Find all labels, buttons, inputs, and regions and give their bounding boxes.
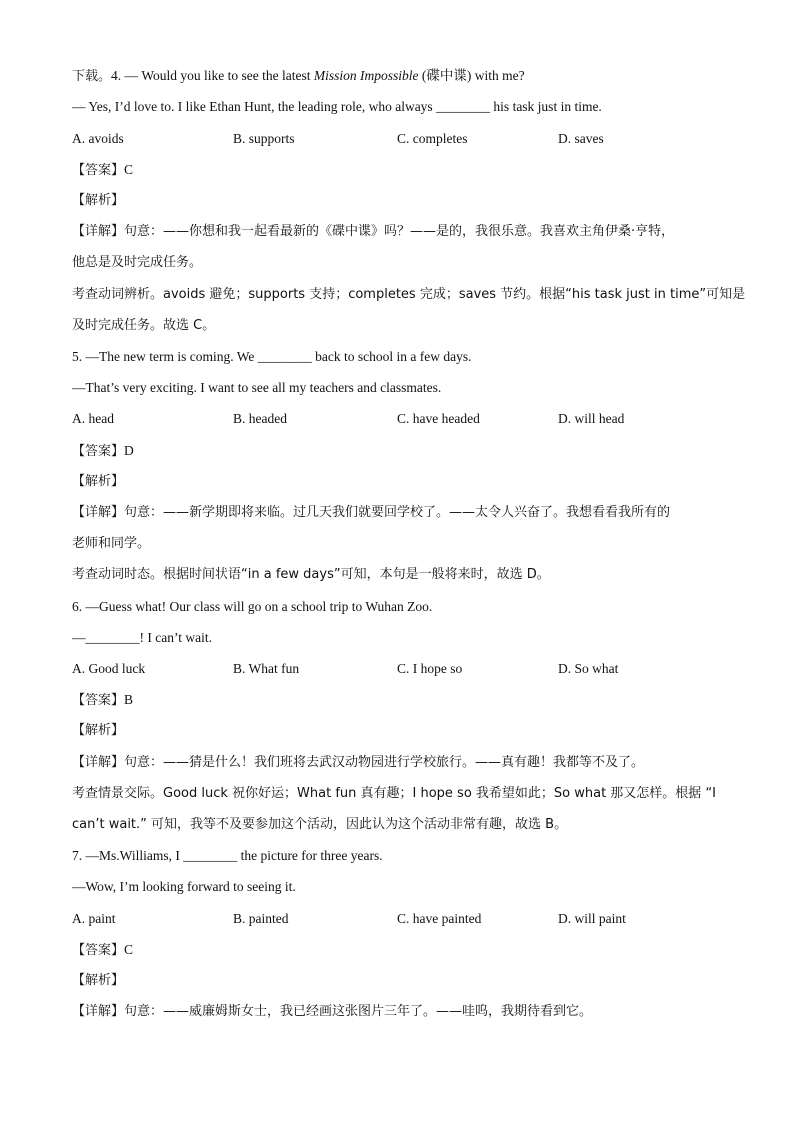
detail-text: 句意：——新学期即将来临。过几天我们就要回学校了。——太令人兴奋了。我想看看我所有的	[124, 505, 671, 520]
question-4-answer	[72, 161, 732, 180]
answer-value: C	[124, 162, 134, 177]
option-d: D. saves	[558, 131, 604, 146]
option-c: C. have headed	[397, 411, 480, 426]
question-5-stem: 5. —The new term is coming. We ________ back to school in a few days.	[72, 349, 472, 364]
option-c: C. have painted	[397, 911, 482, 926]
option-b: B. supports	[233, 131, 295, 146]
question-7-stem: 7. —Ms.Williams, I ________ the picture for three years.	[72, 848, 383, 863]
question-4-detail-line-1	[72, 223, 732, 241]
detail-text: 句意：——猜是什么！我们班将去武汉动物园进行学校旅行。——真有趣！我都等不及了。	[124, 755, 645, 770]
detail-text: 句意：——威廉姆斯女士，我已经画这张图片三年了。——哇呜，我期待看到它。	[124, 1004, 593, 1019]
detail-label: 【详解】	[72, 755, 125, 770]
option-c: C. I hope so	[397, 661, 463, 676]
option-b: B. painted	[233, 911, 289, 926]
question-5-detail-line-1	[72, 504, 732, 522]
question-6-analysis-label: 【解析】	[72, 723, 125, 738]
question-6-answer	[72, 691, 732, 710]
question-5-reply: —That’s very exciting. I want to see all my teachers and classmates.	[72, 380, 442, 395]
option-d: D. So what	[558, 661, 619, 676]
question-5-analysis-label: 【解析】	[72, 474, 125, 489]
answer-label: 【答案】	[72, 693, 125, 708]
answer-value: C	[124, 942, 134, 957]
question-4-explain-line-1: 考查动词辨析。avoids 避免；supports 支持；completes 完成；saves 节约。根据“his task just in time”可知是	[72, 287, 746, 302]
option-b: B. What fun	[233, 661, 300, 676]
question-7-detail-line-1	[72, 1003, 732, 1021]
option-a: A. Good luck	[72, 661, 146, 676]
question-4-detail-line-2: 他总是及时完成任务。	[72, 255, 203, 270]
question-5-detail-line-2: 老师和同学。	[72, 536, 151, 551]
question-7-analysis-label: 【解析】	[72, 973, 125, 988]
answer-label: 【答案】	[72, 943, 125, 958]
question-7-reply: —Wow, I’m looking forward to seeing it.	[72, 879, 296, 894]
option-a: A. paint	[72, 911, 116, 926]
question-4-stem-a: 4. — Would you like to see the latest	[111, 68, 314, 83]
detail-text: 句意：——你想和我一起看最新的《碟中谍》吗？——是的，我很乐意。我喜欢主角伊桑·亨特，	[124, 224, 675, 239]
option-a: A. avoids	[72, 131, 124, 146]
option-c: C. completes	[397, 131, 468, 146]
question-6-detail-line-1	[72, 754, 732, 772]
question-7-answer	[72, 941, 732, 960]
question-6-reply: —________! I can’t wait.	[72, 630, 212, 645]
movie-title: Mission Impossible	[313, 68, 419, 83]
download-prefix: 下载。	[72, 69, 112, 84]
question-5-explain-line-1: 考查动词时态。根据时间状语“in a few days”可知，本句是一般将来时，故选 D。	[72, 567, 550, 582]
option-d: D. will head	[558, 411, 625, 426]
question-5-answer	[72, 442, 732, 461]
detail-label: 【详解】	[72, 224, 125, 239]
question-6-stem: 6. —Guess what! Our class will go on a school trip to Wuhan Zoo.	[72, 599, 433, 614]
question-4-reply: — Yes, I’d love to. I like Ethan Hunt, the leading role, who always ________ his task just in time.	[72, 99, 602, 114]
detail-label: 【详解】	[72, 1004, 125, 1019]
answer-label: 【答案】	[72, 444, 125, 459]
option-d: D. will paint	[558, 911, 626, 926]
question-4-analysis-label: 【解析】	[72, 193, 125, 208]
detail-label: 【详解】	[72, 505, 125, 520]
answer-value: B	[124, 692, 134, 707]
question-6-explain-line-1: 考查情景交际。Good luck 祝你好运；What fun 真有趣；I hope so 我希望如此；So what 那又怎样。根据 “I	[72, 786, 717, 801]
question-4-explain-line-2: 及时完成任务。故选 C。	[72, 318, 216, 333]
answer-value: D	[124, 443, 134, 458]
option-a: A. head	[72, 411, 114, 426]
question-6-explain-line-2: can’t wait.” 可知，我等不及要参加这个活动，因此认为这个活动非常有趣，故选 B。	[72, 817, 568, 832]
option-b: B. headed	[233, 411, 287, 426]
question-4-stem	[72, 67, 732, 86]
answer-label: 【答案】	[72, 163, 125, 178]
question-4-stem-b: (碟中谍) with me?	[418, 68, 525, 83]
